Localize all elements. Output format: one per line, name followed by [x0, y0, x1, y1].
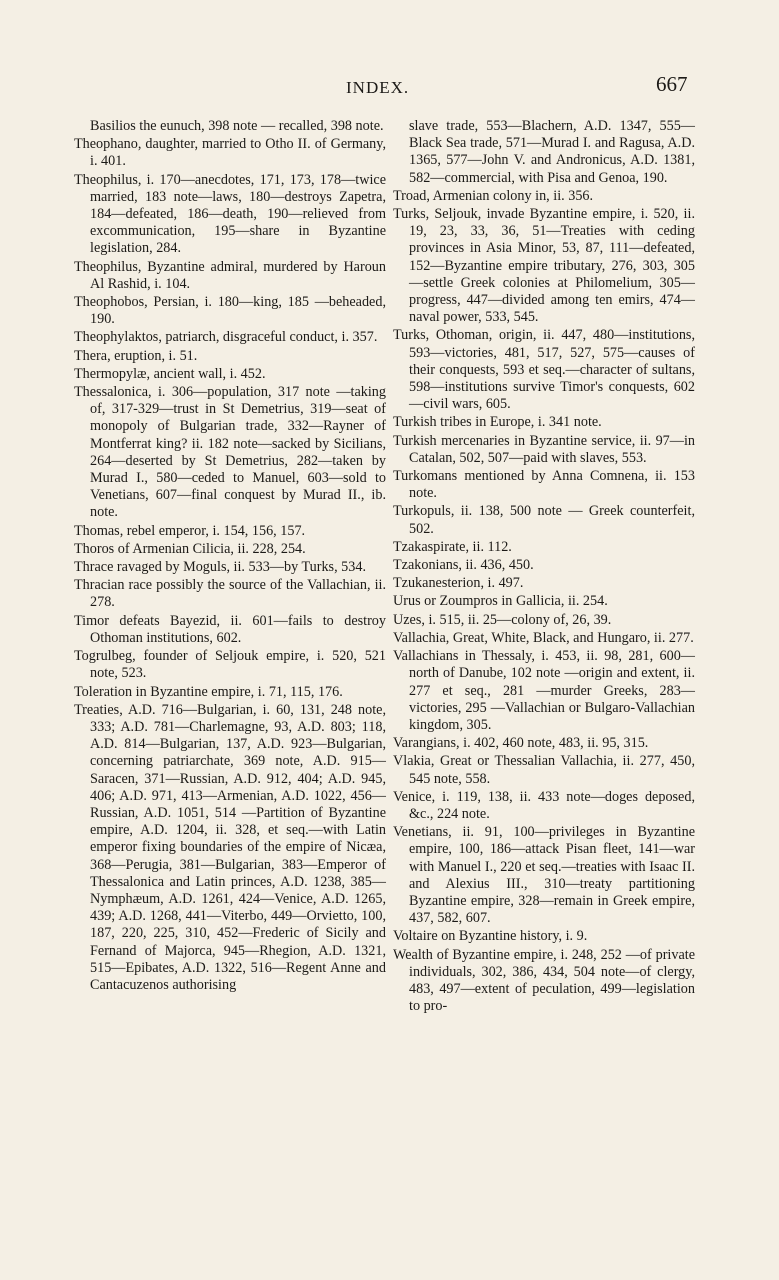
- index-entry: Theophilus, i. 170—anecdotes, 171, 173, 178—twice married, 183 note—laws, 180—destroys Zapetra, 184—defeated, 186—death, 190—relieved from excommunication, 195—share in Byzantine legislation, 284.: [74, 171, 386, 257]
- index-entry: Urus or Zoumpros in Gallicia, ii. 254.: [393, 593, 608, 610]
- index-entry: Vallachians in Thessaly, i. 453, ii. 98, 281, 600—north of Danube, 102 note —origin and extent, ii. 277 et seq., 281 —murder Greeks, 283—victories, 295 —Vallachian or Bulgaro-Vallachian kingdom, 305.: [393, 648, 695, 733]
- index-entry: Timor defeats Bayezid, ii. 601—fails to destroy Othoman institutions, 602.: [74, 612, 386, 646]
- index-entry: Treaties, A.D. 716—Bulgarian, i. 60, 131, 248 note, 333; A.D. 781—Charlemagne, 93, A.D. 803; 118, A.D. 814—Bulgarian, 137, A.D. 923—Bulgarian, concerning patriarchate, 369 note, A.D. 915—Saracen, 371—Russian, A.D. 912, 404; A.D. 945, 406; A.D. 971, 413—Armenian, A.D. 1022, 456—Russian, A.D. 1051, 514 —Partition of Byzantine empire, A.D. 1204, ii. 328, et seq.—with Latin emperor fixing boundaries of the empire of Nicæa, 368—Perugia, 381—Bulgarian, 383—Emperor of Thessalonica and Latin princes, A.D. 1238, 385—Nymphæum, A.D. 1261, 424—Venice, A.D. 1265, 439; A.D. 1268, 441—Viterbo, 449—Orvietto, 100, 187, 220, 225, 310, 452—Frederic of Sicily and Fernand of Majorca, 945—Rhegion, A.D. 1321, 515—Epibates, A.D. 1322, 516—Regent Anne and Cantacuzenos authorising: [74, 701, 386, 993]
- page-number: 667: [656, 72, 688, 96]
- index-entry: Thermopylæ, ancient wall, i. 452.: [74, 365, 266, 382]
- index-entry: Toleration in Byzantine empire, i. 71, 115, 176.: [74, 683, 343, 700]
- index-entry: Varangians, i. 402, 460 note, 483, ii. 95, 315.: [393, 735, 649, 752]
- index-entry: Uzes, i. 515, ii. 25—colony of, 26, 39.: [393, 611, 612, 628]
- index-entry: Troad, Armenian colony in, ii. 356.: [393, 187, 594, 204]
- index-entry: Voltaire on Byzantine history, i. 9.: [393, 928, 588, 945]
- index-entry: Theophobos, Persian, i. 180—king, 185 —beheaded, 190.: [74, 294, 386, 328]
- index-column-right: [393, 118, 695, 1016]
- index-entry: Vlakia, Great or Thessalian Vallachia, ii. 277, 450, 545 note, 558.: [393, 753, 695, 787]
- index-entry: Tzukanesterion, i. 497.: [393, 575, 524, 592]
- page-header: [0, 72, 779, 102]
- index-entry: Turkish mercenaries in Byzantine service, ii. 97—in Catalan, 502, 507—paid with slaves, 553.: [393, 432, 695, 466]
- index-entry: Turks, Seljouk, invade Byzantine empire, i. 520, ii. 19, 23, 33, 36, 51—Treaties with ceding provinces in Asia Minor, 53, 87, 111—defeated, 152—Byzantine empire tributary, 276, 303, 305—settle Greek colonies at Philomelium, 305—progress, 447—divided among ten emirs, 474—naval power, 533, 545.: [393, 206, 695, 326]
- index-entry: Venetians, ii. 91, 100—privileges in Byzantine empire, 100, 186—attack Pisan fleet, 141—war with Manuel I., 220 et seq.—treaties with Isaac II. and Alexius III., 310—treaty partitioning Byzantine empire, 328—remain in Greek empire, 437, 582, 607.: [393, 824, 695, 927]
- index-entry: Venice, i. 119, 138, ii. 433 note—doges deposed, &c., 224 note.: [393, 788, 695, 822]
- index-entry: Thracian race possibly the source of the Vallachian, ii. 278.: [74, 577, 386, 611]
- index-entry: Turkish tribes in Europe, i. 341 note.: [393, 414, 602, 431]
- index-entry: Theophano, daughter, married to Otho II. of Germany, i. 401.: [74, 136, 386, 170]
- index-column-left: [74, 118, 386, 995]
- index-entry: Thrace ravaged by Moguls, ii. 533—by Turks, 534.: [74, 559, 366, 576]
- index-entry: Thera, eruption, i. 51.: [74, 347, 198, 364]
- index-entry: Basilios the eunuch, 398 note — recalled, 398 note.: [90, 118, 384, 134]
- index-entry: Thomas, rebel emperor, i. 154, 156, 157.: [74, 522, 306, 539]
- index-entry: Tzakaspirate, ii. 112.: [393, 538, 512, 555]
- index-entry: Turkomans mentioned by Anna Comnena, ii. 153 note.: [393, 468, 695, 502]
- index-entry: Thoros of Armenian Cilicia, ii. 228, 254.: [74, 540, 306, 557]
- index-entry: Tzakonians, ii. 436, 450.: [393, 557, 534, 574]
- index-entry: Turkopuls, ii. 138, 500 note — Greek counterfeit, 502.: [393, 503, 695, 537]
- index-entry: Turks, Othoman, origin, ii. 447, 480—institutions, 593—victories, 481, 517, 527, 575—causes of their conquests, 593 et seq.—character of sultans, 598—institutions survive Timor's conquests, 602—civil wars, 605.: [393, 327, 695, 413]
- index-entry: Wealth of Byzantine empire, i. 248, 252 —of private individuals, 302, 386, 434, 504 note—of clergy, 483, 497—extent of peculation, 499—legislation to pro-: [393, 946, 695, 1015]
- index-entry: Togrulbeg, founder of Seljouk empire, i. 520, 521 note, 523.: [74, 648, 386, 682]
- index-entry: Thessalonica, i. 306—population, 317 note —taking of, 317-329—trust in St Demetrius, 319—seat of monopoly of Bulgarian trade, 332—Rayner of Montferrat king? ii. 182 note—sacked by Sicilians, 264—deserted by St Demetrius, 282—taken by Murad I., 580—ceded to Manuel, 603—sold to Venetians, 607—final conquest by Murad II., ib. note.: [74, 384, 386, 521]
- index-entry: Vallachia, Great, White, Black, and Hungaro, ii. 277.: [393, 629, 694, 646]
- index-entry: slave trade, 553—Blachern, A.D. 1347, 555—Black Sea trade, 571—Murad I. and Ragusa, A.D. 1365, 577—John V. and Andronicus, A.D. 1381, 582—commercial, with Pisa and Genoa, 190.: [409, 118, 695, 186]
- index-entry: Theophylaktos, patriarch, disgraceful conduct, i. 357.: [74, 329, 378, 346]
- index-entry: Theophilus, Byzantine admiral, murdered by Haroun Al Rashid, i. 104.: [74, 258, 386, 292]
- running-head: INDEX.: [346, 78, 410, 97]
